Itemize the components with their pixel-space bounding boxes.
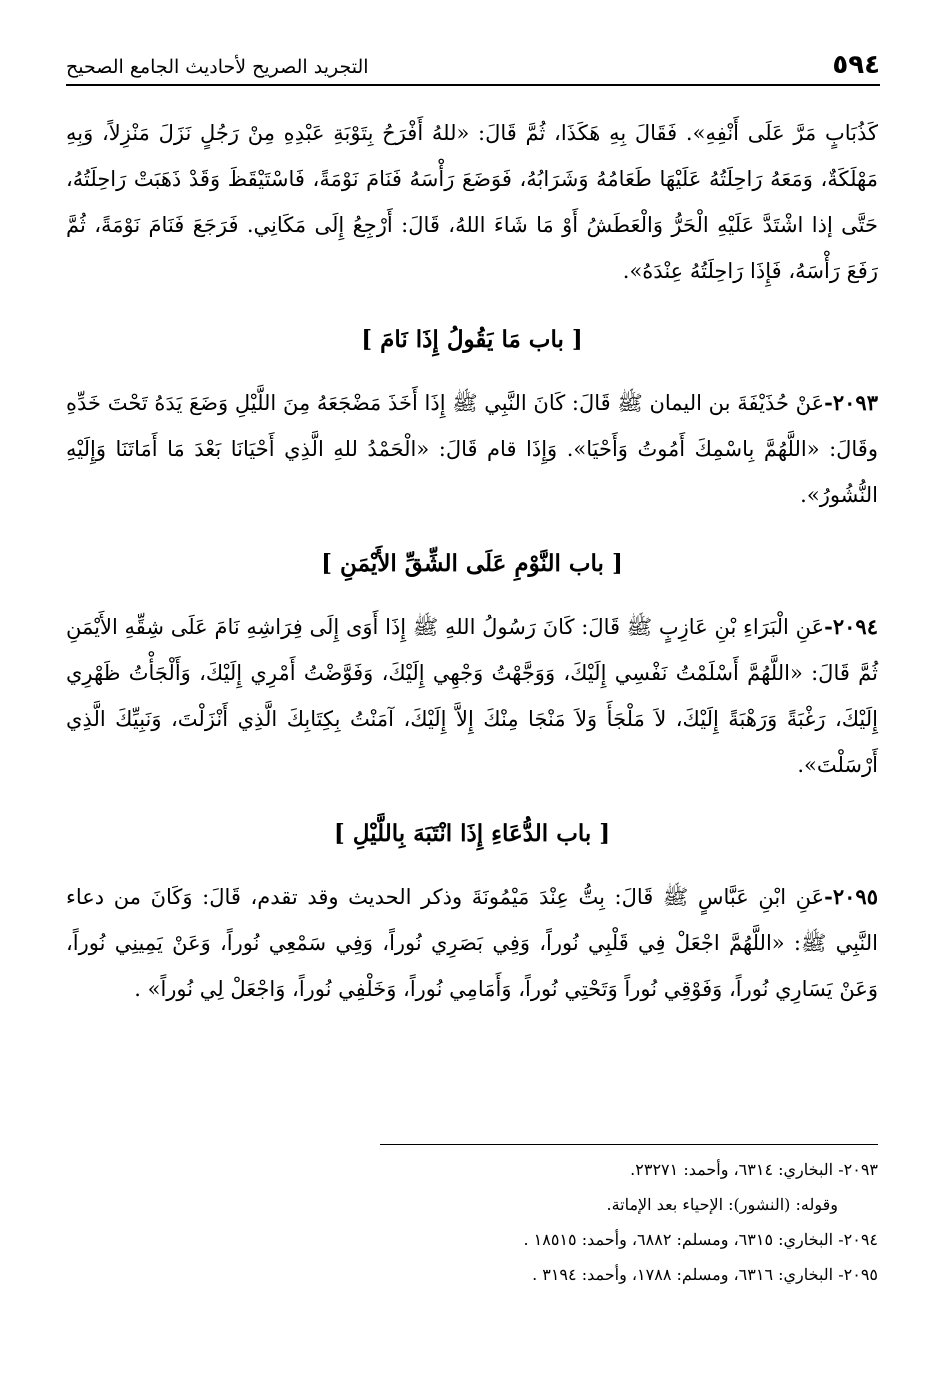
- page-number: ٥٩٤: [832, 50, 880, 80]
- footnote: ٢٠٩٣- البخاري: ٦٣١٤، وأحمد: ٢٣٢٧١.: [630, 1160, 878, 1179]
- chapter-heading: [ باب النَّوْمِ عَلَى الشِّقِّ الأَيْمَنِ ]: [321, 550, 623, 577]
- intro-paragraph: كَذُبَابٍ مَرَّ عَلَى أَنْفِهِ». فَقَالَ بِهِ هَكَذَا، ثُمَّ قَالَ: «للهُ أَفْرَحُ بِتَوْبَةِ عَبْدِهِ مِنْ رَجُلٍ نَزَلَ مَنْزِلاً، وَبِهِ مَهْلَكَةٌ، وَمَعَهُ رَاحِلَتُهُ عَلَيْهَا طَعَامُهُ وَشَرَابُهُ، فَوَضَعَ رَأْسَهُ فَنَامَ نَوْمَةً، فَاسْتَيْقَظَ وَقَدْ ذَهَبَتْ رَاحِلَتُهُ، حَتَّى إذا اشْتَدَّ عَلَيْهِ الْحَرُّ وَالْعَطَشُ أَوْ مَا شَاءَ اللهُ، قَالَ: أَرْجِعُ إِلَى مَكَانِي. فَرَجَعَ فَنَامَ نَوْمَةً، ثُمَّ رَفَعَ رَأْسَهُ، فَإِذَا رَاحِلَتُهُ عِنْدَهُ».: [66, 121, 878, 283]
- footnote-divider: [380, 1144, 878, 1145]
- hadith-number: ٢٠٩٥-: [824, 884, 878, 909]
- hadith-paragraph: [66, 874, 878, 1012]
- chapter-heading: [ باب مَا يَقُولُ إِذَا نَامَ ]: [361, 326, 583, 353]
- running-title: التجريد الصريح لأحاديث الجامع الصحيح: [66, 56, 369, 78]
- hadith-number: ٢٠٩٣-: [824, 390, 878, 415]
- footnote: ٢٠٩٤- البخاري: ٦٣١٥، ومسلم: ٦٨٨٢، وأحمد: ١٨٥١٥ .: [523, 1230, 878, 1249]
- main-text: [66, 110, 878, 1012]
- chapter-heading: [ باب الدُّعَاءِ إِذَا انْتَبَهَ بِاللَّيْلِ ]: [333, 820, 611, 847]
- footnotes: [66, 1152, 878, 1292]
- hadith-text: عَنْ حُذَيْفَةَ بن اليمان ﷺ قَالَ: كَانَ النَّبِي ﷺ إِذَا أَخَذَ مَضْجَعَهُ مِنَ اللَّيْلِ وَضَعَ يَدَهُ تَحْتَ خَدِّهِ وقَالَ: «اللَّهُمَّ بِاسْمِكَ أَمُوتُ وَأَحْيَا». وَإِذَا قام قَالَ: «الْحَمْدُ للهِ الَّذِي أَحْيَانَا بَعْدَ مَا أَمَاتَنَا وَإِلَيْهِ النُّشُورُ».: [66, 391, 878, 507]
- hadith-text: عَنِ الْبَرَاءِ بْنِ عَازِبٍ ﷺ قَالَ: كَانَ رَسُولُ اللهِ ﷺ إِذَا أَوَى إِلَى فِرَاشِهِ نَامَ عَلَى شِقِّهِ الأَيْمَنِ ثُمَّ قَالَ: «اللَّهُمَّ أَسْلَمْتُ نَفْسِي إِلَيْكَ، وَوَجَّهْتُ وَجْهِي إِلَيْكَ، وَفَوَّضْتُ أَمْرِي إِلَيْكَ، وَأَلْجَأْتُ ظَهْرِي إِلَيْكَ، رَغْبَةً وَرَهْبَةً إِلَيْكَ، لاَ مَلْجَأَ وَلاَ مَنْجَا مِنْكَ إِلاَّ إِلَيْكَ، آمَنْتُ بِكِتَابِكَ الَّذِي أَنْزَلْتَ، وَنَبِيِّكَ الَّذِي أَرْسَلْتَ».: [66, 615, 878, 777]
- hadith-paragraph: [66, 604, 878, 788]
- hadith-text: عَنِ ابْنِ عَبَّاسٍ ﷺ قَالَ: بِتُّ عِنْدَ مَيْمُونَةَ وذكر الحديث وقد تقدم، قَالَ: وَكَانَ من دعاء النَّبِي ﷺ: «اللَّهُمَّ اجْعَلْ فِي قَلْبِي نُوراً، وَفِي بَصَرِي نُوراً، وَفِي سَمْعِي نُوراً، وَعَنْ يَمِينِي نُوراً، وَعَنْ يَسَارِي نُوراً، وَفَوْقِي نُوراً وَتَحْتِي نُوراً، وَأَمَامِي نُوراً، وَخَلْفِي نُوراً، وَاجْعَلْ لِي نُوراً» .: [66, 885, 878, 1001]
- hadith-paragraph: [66, 380, 878, 518]
- hadith-number: ٢٠٩٤-: [824, 614, 878, 639]
- footnote: ٢٠٩٥- البخاري: ٦٣١٦، ومسلم: ١٧٨٨، وأحمد: ٣١٩٤ .: [532, 1265, 878, 1284]
- page-header: [66, 40, 880, 86]
- footnote: وقوله: (النشور): الإحياء بعد الإماتة.: [606, 1195, 838, 1214]
